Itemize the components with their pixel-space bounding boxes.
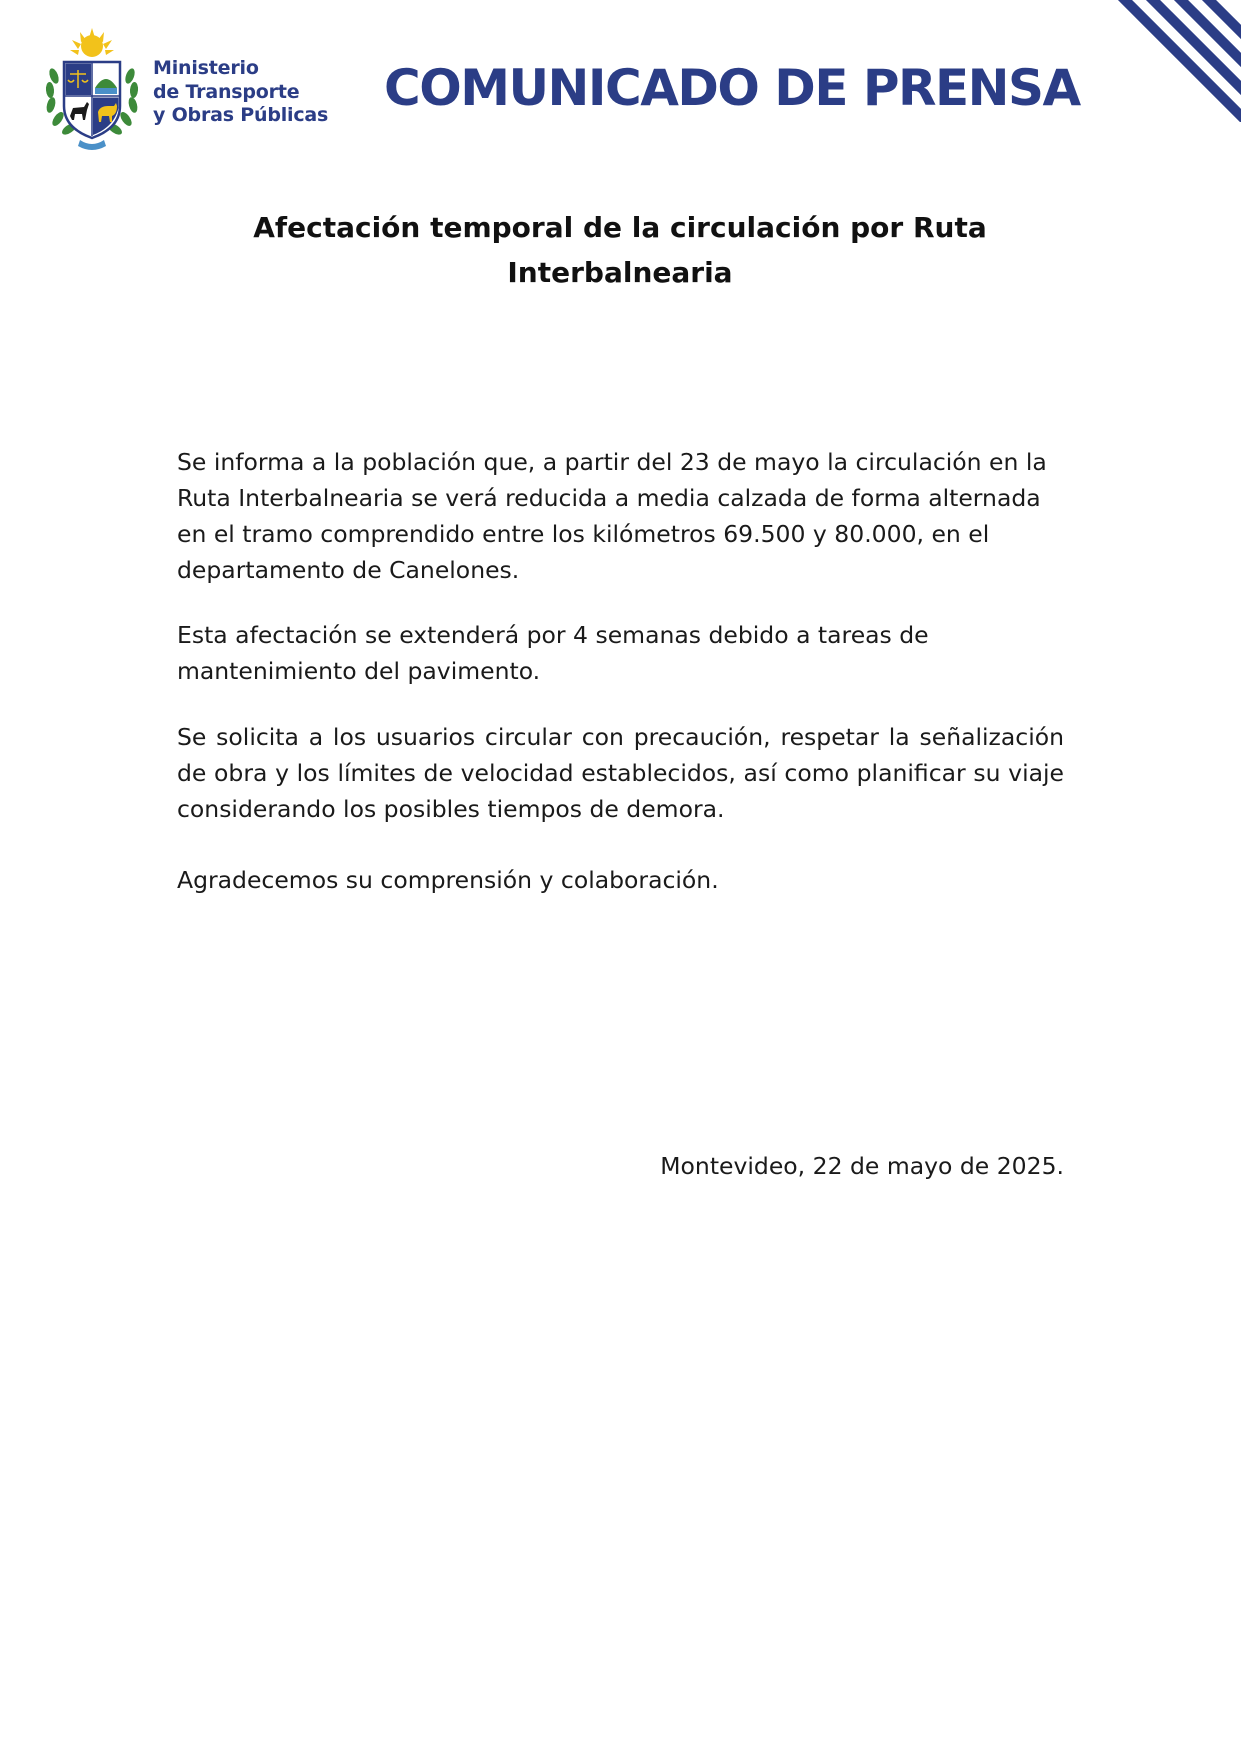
ministry-line-1: Ministerio [153,57,259,79]
ministry-line-3: y Obras Públicas [153,104,329,126]
page-header [0,0,1241,175]
paragraph-2: Esta afectación se extenderá por 4 semanas debido a tareas de mantenimiento del pavimento. [177,621,929,685]
ministry-line-2: de Transporte [153,80,300,103]
dateline: Montevideo, 22 de mayo de 2025. [660,1152,1064,1180]
press-release-title: COMUNICADO DE PRENSA [384,59,1080,117]
ministry-name [153,57,328,128]
paragraph-1: Se informa a la población que, a partir del 23 de mayo la circulación en la Ruta Interbalnearia se verá reducida a media calzada de forma alternada en el tramo comprendido entre los kilómetros 69.500 y 80.000, en el departamento de Canelones. [177,448,1047,584]
uruguay-coat-of-arms-icon [40,28,144,152]
decorative-stripes [1111,0,1241,122]
paragraph-3: Se solicita a los usuarios circular con precaución, respetar la señalización de obra y los límites de velocidad establecidos, así como planificar su viaje considerando los posibles tiempos de demora. [177,723,1064,823]
paragraph-4: Agradecemos su comprensión y colaboración. [177,866,719,894]
document-title: Afectación temporal de la circulación por Ruta Interbalnearia [253,211,987,289]
